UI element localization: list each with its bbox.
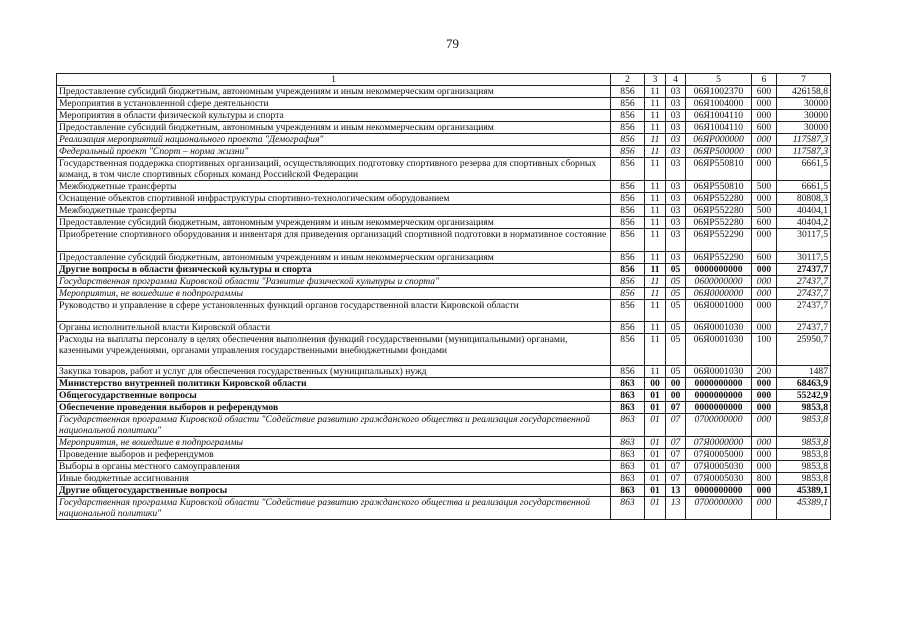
row-section-cell: 11 [645,110,666,122]
row-type-cell: 000 [752,229,777,252]
row-subsection-cell: 07 [666,449,686,461]
row-target-cell: 06ЯР552280 [686,193,752,205]
row-code-cell: 856 [611,134,645,146]
row-section-cell: 11 [645,181,666,193]
row-name-cell: Расходы на выплаты персоналу в целях обеспечения выполнения функций государственными (муниципальными) органами, казенными учреждениями, органами управления государственными внебюджетными фондами [57,334,611,366]
row-amount-cell: 9853,8 [777,473,831,485]
row-code-cell: 863 [611,437,645,449]
row-code-cell: 856 [611,334,645,366]
budget-table [56,73,831,520]
row-target-cell: 06ЯР500000 [686,146,752,158]
row-subsection-cell: 03 [666,134,686,146]
page-number: 79 [446,36,459,51]
row-name-cell: Государственная поддержка спортивных организаций, осуществляющих подготовку спортивного резерва для спортивных сборных команд, в том числе спортивных сборных команд Российской Федерации [57,158,611,181]
row-name-cell: Общегосударственные вопросы [57,390,611,402]
row-name-cell: Государственная программа Кировской области "Содействие развитию гражданского общества и реализация государственной национальной политики" [57,414,611,437]
row-subsection-cell: 13 [666,485,686,497]
row-name-cell: Государственная программа Кировской области "Содействие развитию гражданского общества и реализация государственной национальной политики" [57,497,611,520]
row-subsection-cell: 03 [666,98,686,110]
row-target-cell: 0000000000 [686,402,752,414]
header-col-7: 7 [777,74,831,86]
row-name-cell: Другие общегосударственные вопросы [57,485,611,497]
row-target-cell: 0000000000 [686,485,752,497]
row-type-cell: 000 [752,449,777,461]
row-type-cell: 000 [752,414,777,437]
table-row [57,181,831,193]
row-type-cell: 000 [752,264,777,276]
row-name-cell: Закупка товаров, работ и услуг для обеспечения государственных (муниципальных) нужд [57,366,611,378]
row-type-cell: 000 [752,322,777,334]
table-row [57,322,831,334]
row-amount-cell: 9853,8 [777,449,831,461]
row-type-cell: 500 [752,205,777,217]
row-amount-cell: 6661,5 [777,158,831,181]
row-subsection-cell: 07 [666,437,686,449]
row-section-cell: 11 [645,205,666,217]
row-section-cell: 01 [645,437,666,449]
row-name-cell: Министерство внутренней политики Кировской области [57,378,611,390]
row-amount-cell: 40404,1 [777,205,831,217]
table-row [57,378,831,390]
row-target-cell: 06Я0001030 [686,366,752,378]
table-row [57,264,831,276]
row-section-cell: 11 [645,322,666,334]
row-type-cell: 000 [752,300,777,322]
row-section-cell: 11 [645,122,666,134]
row-code-cell: 863 [611,449,645,461]
row-code-cell: 856 [611,158,645,181]
row-code-cell: 856 [611,193,645,205]
table-row [57,229,831,252]
row-code-cell: 856 [611,229,645,252]
row-amount-cell: 30117,5 [777,229,831,252]
row-name-cell: Федеральный проект "Спорт – норма жизни" [57,146,611,158]
row-section-cell: 00 [645,378,666,390]
row-code-cell: 863 [611,378,645,390]
table-row [57,122,831,134]
row-name-cell: Мероприятия, не вошедшие в подпрограммы [57,437,611,449]
table-row [57,134,831,146]
row-subsection-cell: 05 [666,334,686,366]
table-row [57,437,831,449]
row-section-cell: 11 [645,86,666,98]
row-section-cell: 11 [645,252,666,264]
table-row [57,497,831,520]
row-subsection-cell: 03 [666,86,686,98]
row-section-cell: 11 [645,146,666,158]
row-type-cell: 100 [752,334,777,366]
row-name-cell: Руководство и управление в сфере установленных функций органов государственной власти Кировской области [57,300,611,322]
row-target-cell: 06Я0001030 [686,322,752,334]
row-type-cell: 600 [752,252,777,264]
row-amount-cell: 45389,1 [777,485,831,497]
row-code-cell: 856 [611,86,645,98]
row-type-cell: 000 [752,146,777,158]
row-code-cell: 856 [611,252,645,264]
row-amount-cell: 1487 [777,366,831,378]
row-section-cell: 01 [645,449,666,461]
row-name-cell: Органы исполнительной власти Кировской области [57,322,611,334]
row-subsection-cell: 03 [666,122,686,134]
table-row [57,98,831,110]
row-target-cell: 07Я0000000 [686,437,752,449]
row-target-cell: 06ЯР550810 [686,158,752,181]
row-subsection-cell: 07 [666,473,686,485]
row-code-cell: 856 [611,366,645,378]
row-target-cell: 0600000000 [686,276,752,288]
row-target-cell: 07Я0005000 [686,449,752,461]
row-code-cell: 863 [611,390,645,402]
row-code-cell: 863 [611,485,645,497]
row-subsection-cell: 03 [666,193,686,205]
row-name-cell: Обеспечение проведения выборов и референдумов [57,402,611,414]
row-target-cell: 07Я0005030 [686,473,752,485]
row-amount-cell: 25950,7 [777,334,831,366]
row-type-cell: 000 [752,437,777,449]
row-type-cell: 000 [752,497,777,520]
row-code-cell: 856 [611,264,645,276]
row-target-cell: 06ЯР552280 [686,217,752,229]
row-section-cell: 01 [645,390,666,402]
row-type-cell: 500 [752,181,777,193]
row-amount-cell: 30000 [777,110,831,122]
row-code-cell: 856 [611,98,645,110]
row-name-cell: Предоставление субсидий бюджетным, автономным учреждениям и иным некоммерческим организациям [57,217,611,229]
row-name-cell: Мероприятия, не вошедшие в подпрограммы [57,288,611,300]
row-type-cell: 000 [752,158,777,181]
row-section-cell: 11 [645,193,666,205]
table-row [57,288,831,300]
row-section-cell: 11 [645,276,666,288]
table-row [57,158,831,181]
row-amount-cell: 6661,5 [777,181,831,193]
row-subsection-cell: 05 [666,322,686,334]
row-name-cell: Межбюджетные трансферты [57,181,611,193]
row-amount-cell: 117587,3 [777,134,831,146]
row-section-cell: 01 [645,485,666,497]
row-amount-cell: 9853,8 [777,437,831,449]
row-target-cell: 06ЯР552290 [686,252,752,264]
header-col-3: 3 [645,74,666,86]
table-row [57,334,831,366]
row-section-cell: 11 [645,217,666,229]
table-row [57,485,831,497]
row-type-cell: 600 [752,122,777,134]
row-type-cell: 000 [752,276,777,288]
table-row [57,390,831,402]
row-subsection-cell: 05 [666,276,686,288]
row-subsection-cell: 07 [666,402,686,414]
table-row [57,276,831,288]
table-row [57,252,831,264]
row-section-cell: 01 [645,497,666,520]
row-target-cell: 0000000000 [686,378,752,390]
row-section-cell: 11 [645,366,666,378]
table-row [57,300,831,322]
row-target-cell: 06ЯР550810 [686,181,752,193]
header-col-1: 1 [57,74,611,86]
row-code-cell: 863 [611,414,645,437]
table-body [57,86,831,520]
row-target-cell: 0700000000 [686,497,752,520]
row-subsection-cell: 07 [666,414,686,437]
table-row [57,414,831,437]
row-section-cell: 11 [645,98,666,110]
row-subsection-cell: 13 [666,497,686,520]
row-target-cell: 06Я1004000 [686,98,752,110]
row-name-cell: Межбюджетные трансферты [57,205,611,217]
row-target-cell: 06Я0001030 [686,334,752,366]
row-section-cell: 01 [645,473,666,485]
row-section-cell: 01 [645,402,666,414]
row-section-cell: 11 [645,334,666,366]
table-row [57,205,831,217]
row-target-cell: 06ЯР000000 [686,134,752,146]
row-name-cell: Предоставление субсидий бюджетным, автономным учреждениям и иным некоммерческим организациям [57,122,611,134]
row-section-cell: 11 [645,134,666,146]
row-type-cell: 800 [752,473,777,485]
row-name-cell: Другие вопросы в области физической культуры и спорта [57,264,611,276]
row-amount-cell: 27437,7 [777,300,831,322]
row-name-cell: Мероприятия в установленной сфере деятельности [57,98,611,110]
row-amount-cell: 27437,7 [777,276,831,288]
row-amount-cell: 27437,7 [777,288,831,300]
row-amount-cell: 27437,7 [777,264,831,276]
row-section-cell: 11 [645,229,666,252]
row-name-cell: Иные бюджетные ассигнования [57,473,611,485]
row-subsection-cell: 03 [666,217,686,229]
row-amount-cell: 30117,5 [777,252,831,264]
header-col-4: 4 [666,74,686,86]
row-amount-cell: 80808,3 [777,193,831,205]
row-amount-cell: 45389,1 [777,497,831,520]
row-subsection-cell: 03 [666,252,686,264]
row-name-cell: Проведение выборов и референдумов [57,449,611,461]
row-name-cell: Мероприятия в области физической культуры и спорта [57,110,611,122]
row-subsection-cell: 03 [666,158,686,181]
row-code-cell: 856 [611,205,645,217]
row-name-cell: Предоставление субсидий бюджетным, автономным учреждениям и иным некоммерческим организациям [57,86,611,98]
row-type-cell: 000 [752,110,777,122]
row-code-cell: 856 [611,217,645,229]
row-target-cell: 07Я0005030 [686,461,752,473]
row-amount-cell: 9853,8 [777,461,831,473]
row-type-cell: 000 [752,134,777,146]
row-section-cell: 01 [645,414,666,437]
row-code-cell: 863 [611,473,645,485]
row-subsection-cell: 03 [666,146,686,158]
row-type-cell: 000 [752,390,777,402]
row-subsection-cell: 05 [666,264,686,276]
row-subsection-cell: 05 [666,288,686,300]
row-target-cell: 06Я0001000 [686,300,752,322]
row-code-cell: 863 [611,461,645,473]
row-type-cell: 000 [752,193,777,205]
row-subsection-cell: 05 [666,300,686,322]
row-type-cell: 000 [752,378,777,390]
row-target-cell: 0000000000 [686,264,752,276]
row-target-cell: 06ЯР552280 [686,205,752,217]
row-amount-cell: 117587,3 [777,146,831,158]
row-name-cell: Предоставление субсидий бюджетным, автономным учреждениям и иным некоммерческим организациям [57,252,611,264]
table-row [57,449,831,461]
row-subsection-cell: 03 [666,110,686,122]
header-col-6: 6 [752,74,777,86]
row-name-cell: Приобретение спортивного оборудования и инвентаря для приведения организаций спортивной подготовки в нормативное состояние [57,229,611,252]
row-code-cell: 856 [611,122,645,134]
row-code-cell: 863 [611,497,645,520]
row-section-cell: 11 [645,288,666,300]
row-subsection-cell: 05 [666,366,686,378]
row-type-cell: 000 [752,98,777,110]
table-row [57,110,831,122]
row-section-cell: 11 [645,300,666,322]
row-subsection-cell: 00 [666,390,686,402]
table-row [57,86,831,98]
row-subsection-cell: 03 [666,229,686,252]
row-section-cell: 11 [645,264,666,276]
row-code-cell: 856 [611,110,645,122]
row-target-cell: 06Я0000000 [686,288,752,300]
row-subsection-cell: 07 [666,461,686,473]
row-amount-cell: 426158,8 [777,86,831,98]
row-amount-cell: 30000 [777,122,831,134]
row-name-cell: Оснащение объектов спортивной инфраструктуры спортивно-технологическим оборудованием [57,193,611,205]
row-amount-cell: 55242,9 [777,390,831,402]
row-target-cell: 0700000000 [686,414,752,437]
table-row [57,193,831,205]
row-name-cell: Реализация мероприятий национального проекта "Демография" [57,134,611,146]
row-section-cell: 01 [645,461,666,473]
row-amount-cell: 9853,8 [777,414,831,437]
row-code-cell: 856 [611,322,645,334]
table-row [57,402,831,414]
row-target-cell: 06ЯР552290 [686,229,752,252]
row-type-cell: 000 [752,288,777,300]
row-type-cell: 200 [752,366,777,378]
row-type-cell: 000 [752,485,777,497]
table-row [57,217,831,229]
row-type-cell: 000 [752,461,777,473]
table-row [57,366,831,378]
table-row [57,473,831,485]
row-name-cell: Государственная программа Кировской области "Развитие физической культуры и спорта" [57,276,611,288]
row-target-cell: 0000000000 [686,390,752,402]
table-header-row [57,74,831,86]
row-section-cell: 11 [645,158,666,181]
row-amount-cell: 9853,8 [777,402,831,414]
row-amount-cell: 27437,7 [777,322,831,334]
row-code-cell: 856 [611,288,645,300]
row-type-cell: 000 [752,402,777,414]
row-target-cell: 06Я1002370 [686,86,752,98]
row-type-cell: 600 [752,86,777,98]
row-code-cell: 856 [611,146,645,158]
row-amount-cell: 40404,2 [777,217,831,229]
row-code-cell: 856 [611,276,645,288]
table-row [57,461,831,473]
row-target-cell: 06Я1004110 [686,110,752,122]
row-subsection-cell: 00 [666,378,686,390]
row-name-cell: Выборы в органы местного самоуправления [57,461,611,473]
row-subsection-cell: 03 [666,181,686,193]
header-col-2: 2 [611,74,645,86]
row-code-cell: 856 [611,300,645,322]
table-row [57,146,831,158]
row-code-cell: 856 [611,181,645,193]
row-amount-cell: 68463,9 [777,378,831,390]
row-target-cell: 06Я1004110 [686,122,752,134]
row-amount-cell: 30000 [777,98,831,110]
row-subsection-cell: 03 [666,205,686,217]
header-col-5: 5 [686,74,752,86]
row-code-cell: 863 [611,402,645,414]
row-type-cell: 600 [752,217,777,229]
